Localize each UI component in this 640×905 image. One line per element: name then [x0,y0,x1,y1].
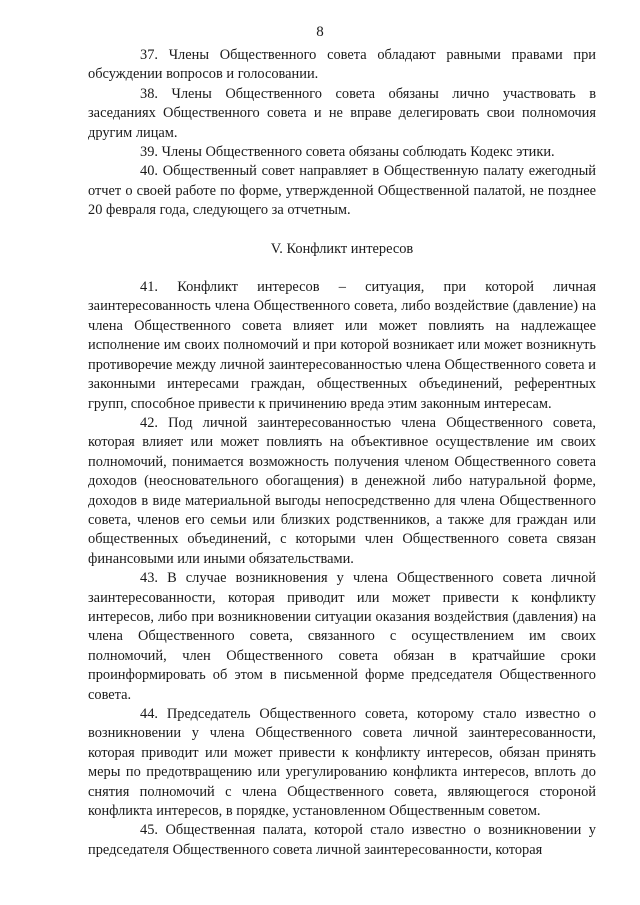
paragraph-43: 43. В случае возникновения у члена Общественного совета личной заинтересованности, которая приводит или может привести к конфликту интересов, либо при возникновении ситуации оказания воздействия (давления) на члена Общественного совета, связанного с осуществлением им своих полномочий, член Общественного совета обязан в кратчайшие сроки проинформировать об этом в письменной форме председателя Общественного совета. [88,570,596,703]
page-number: 8 [316,24,324,40]
paragraph-37: 37. Члены Общественного совета обладают равными правами при обсуждении вопросов и голосовании. [88,47,596,83]
document-body [88,46,596,860]
paragraph-42: 42. Под личной заинтересованностью члена Общественного совета, которая влияет или может повлиять на объективное осуществление им своих полномочий, понимается возможность получения членом Общественного совета доходов (неосновательного обогащения) в денежной либо натуральной форме, доходов в виде материальной выгоды непосредственно для члена Общественного совета, членов его семьи или близких родственников, а также для граждан или общественных объединений, с которыми член Общественного совета связан финансовыми или иными обязательствами. [88,414,596,567]
paragraph-39: 39. Члены Общественного совета обязаны соблюдать Кодекс этики. [140,144,555,161]
spacer [88,221,596,240]
paragraph-38: 38. Члены Общественного совета обязаны лично участвовать в заседаниях Общественного совета и не вправе делегировать свои полномочия другим лицам. [88,85,596,141]
paragraph-45: 45. Общественная палата, которой стало известно о возникновении у председателя Общественного совета личной заинтересованности, которая [88,822,596,858]
section-heading: V. Конфликт интересов [270,240,414,257]
spacer [88,259,596,278]
paragraph-41: 41. Конфликт интересов – ситуация, при которой личная заинтересованность члена Общественного совета, либо воздействие (давление) на члена Общественного совета влияет или может повлиять на надлежащее исполнение им своих полномочий и при которой возникает или может возникнуть противоречие между личной заинтересованностью члена Общественного совета и законными интересами граждан, общественных объединений, референтных групп, способное привести к причинению вреда этим законным интересам. [88,279,596,412]
paragraph-44: 44. Председатель Общественного совета, которому стало известно о возникновении у члена Общественного совета личной заинтересованности, которая приводит или может привести к конфликту интересов, обязан принять меры по предотвращению или урегулированию конфликта интересов, вплоть до снятия полномочий с члена Общественного совета, являющегося стороной конфликта интересов, в порядке, установленном Общественным советом. [88,706,596,820]
paragraph-40: 40. Общественный совет направляет в Общественную палату ежегодный отчет о своей работе по форме, утвержденной Общественной палатой, не позднее 20 февраля года, следующего за отчетным. [88,163,596,219]
